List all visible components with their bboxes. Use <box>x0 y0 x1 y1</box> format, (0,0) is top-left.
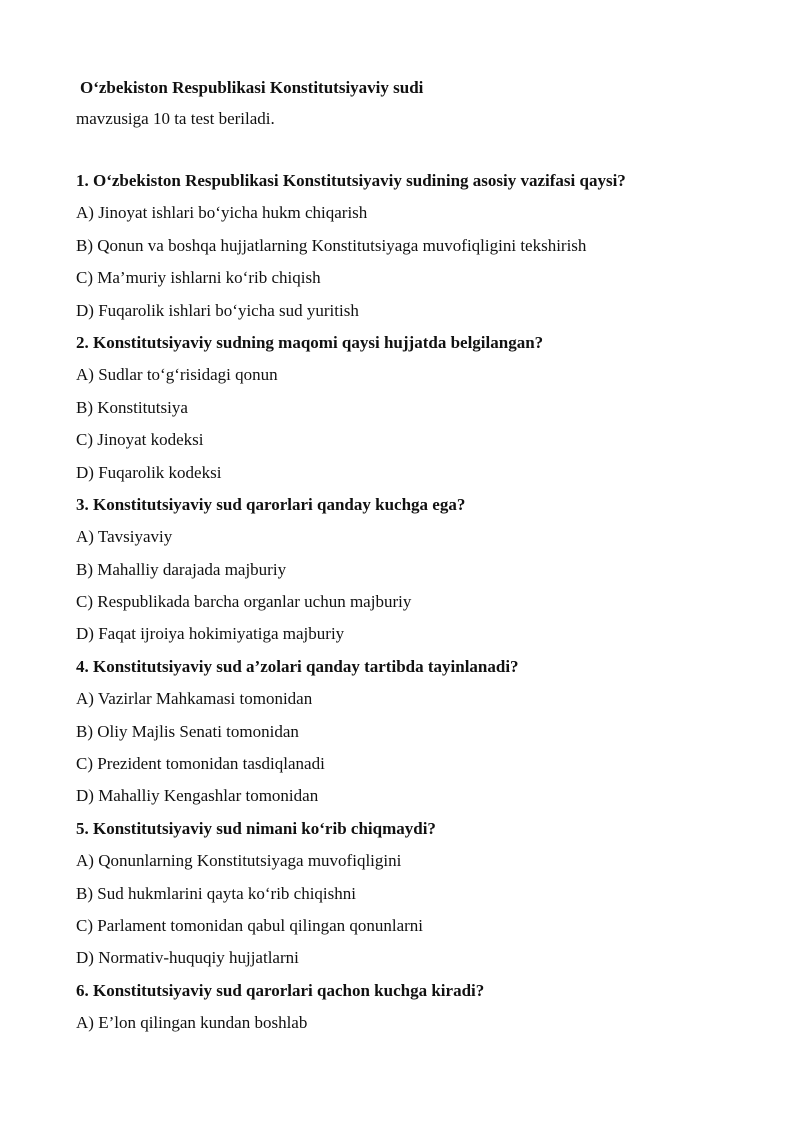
answer-option: B) Oliy Majlis Senati tomonidan <box>76 721 299 741</box>
answer-option: B) Sud hukmlarini qayta ko‘rib chiqishni <box>76 883 356 903</box>
question-block <box>76 980 740 1034</box>
answer-option: D) Faqat ijroiya hokimiyatiga majburiy <box>76 624 345 644</box>
answer-option: A) Vazirlar Mahkamasi tomonidan <box>76 689 313 709</box>
answer-option: B) Qonun va boshqa hujjatlarning Konstitutsiyaga muvofiqligini tekshirish <box>76 235 587 255</box>
answer-option: C) Respublikada barcha organlar uchun majburiy <box>76 592 412 612</box>
question-text: 2. Konstitutsiyaviy sudning maqomi qaysi hujjatda belgilangan? <box>76 332 544 352</box>
answer-option: D) Fuqarolik ishlari bo‘yicha sud yuritish <box>76 300 359 320</box>
answer-option: A) Jinoyat ishlari bo‘yicha hukm chiqarish <box>76 203 368 223</box>
answer-option: C) Prezident tomonidan tasdiqlanadi <box>76 754 325 774</box>
answer-option: B) Mahalliy darajada majburiy <box>76 559 287 579</box>
answer-option: D) Mahalliy Kengashlar tomonidan <box>76 786 319 806</box>
document-subtitle: mavzusiga 10 ta test beriladi. <box>76 109 275 128</box>
answer-option: A) Tavsiyaviy <box>76 527 173 547</box>
question-list <box>76 170 740 1034</box>
answer-option: C) Jinoyat kodeksi <box>76 430 204 450</box>
question-text: 5. Konstitutsiyaviy sud nimani ko‘rib chiqmaydi? <box>76 818 436 838</box>
answer-option: D) Fuqarolik kodeksi <box>76 462 222 482</box>
answer-option: D) Normativ-huquqiy hujjatlarni <box>76 948 299 968</box>
answer-option: C) Parlament tomonidan qabul qilingan qonunlarni <box>76 915 424 935</box>
document-title: O‘zbekiston Respublikasi Konstitutsiyaviy sudi <box>80 78 424 97</box>
question-block <box>76 332 740 484</box>
question-block <box>76 170 740 322</box>
question-block <box>76 656 740 808</box>
question-text: 1. O‘zbekiston Respublikasi Konstitutsiyaviy sudining asosiy vazifasi qaysi? <box>76 171 626 190</box>
question-block <box>76 818 740 970</box>
question-text: 6. Konstitutsiyaviy sud qarorlari qachon kuchga kiradi? <box>76 980 485 1000</box>
question-text: 4. Konstitutsiyaviy sud a’zolari qanday tartibda tayinlanadi? <box>76 656 519 676</box>
answer-option: A) Sudlar to‘g‘risidagi qonun <box>76 365 278 385</box>
answer-option: C) Ma’muriy ishlarni ko‘rib chiqish <box>76 268 321 288</box>
answer-option: A) E’lon qilingan kundan boshlab <box>76 1013 308 1033</box>
answer-option: B) Konstitutsiya <box>76 397 188 417</box>
question-text: 3. Konstitutsiyaviy sud qarorlari qanday kuchga ega? <box>76 494 466 514</box>
question-block <box>76 494 740 646</box>
answer-option: A) Qonunlarning Konstitutsiyaga muvofiqligini <box>76 851 402 871</box>
